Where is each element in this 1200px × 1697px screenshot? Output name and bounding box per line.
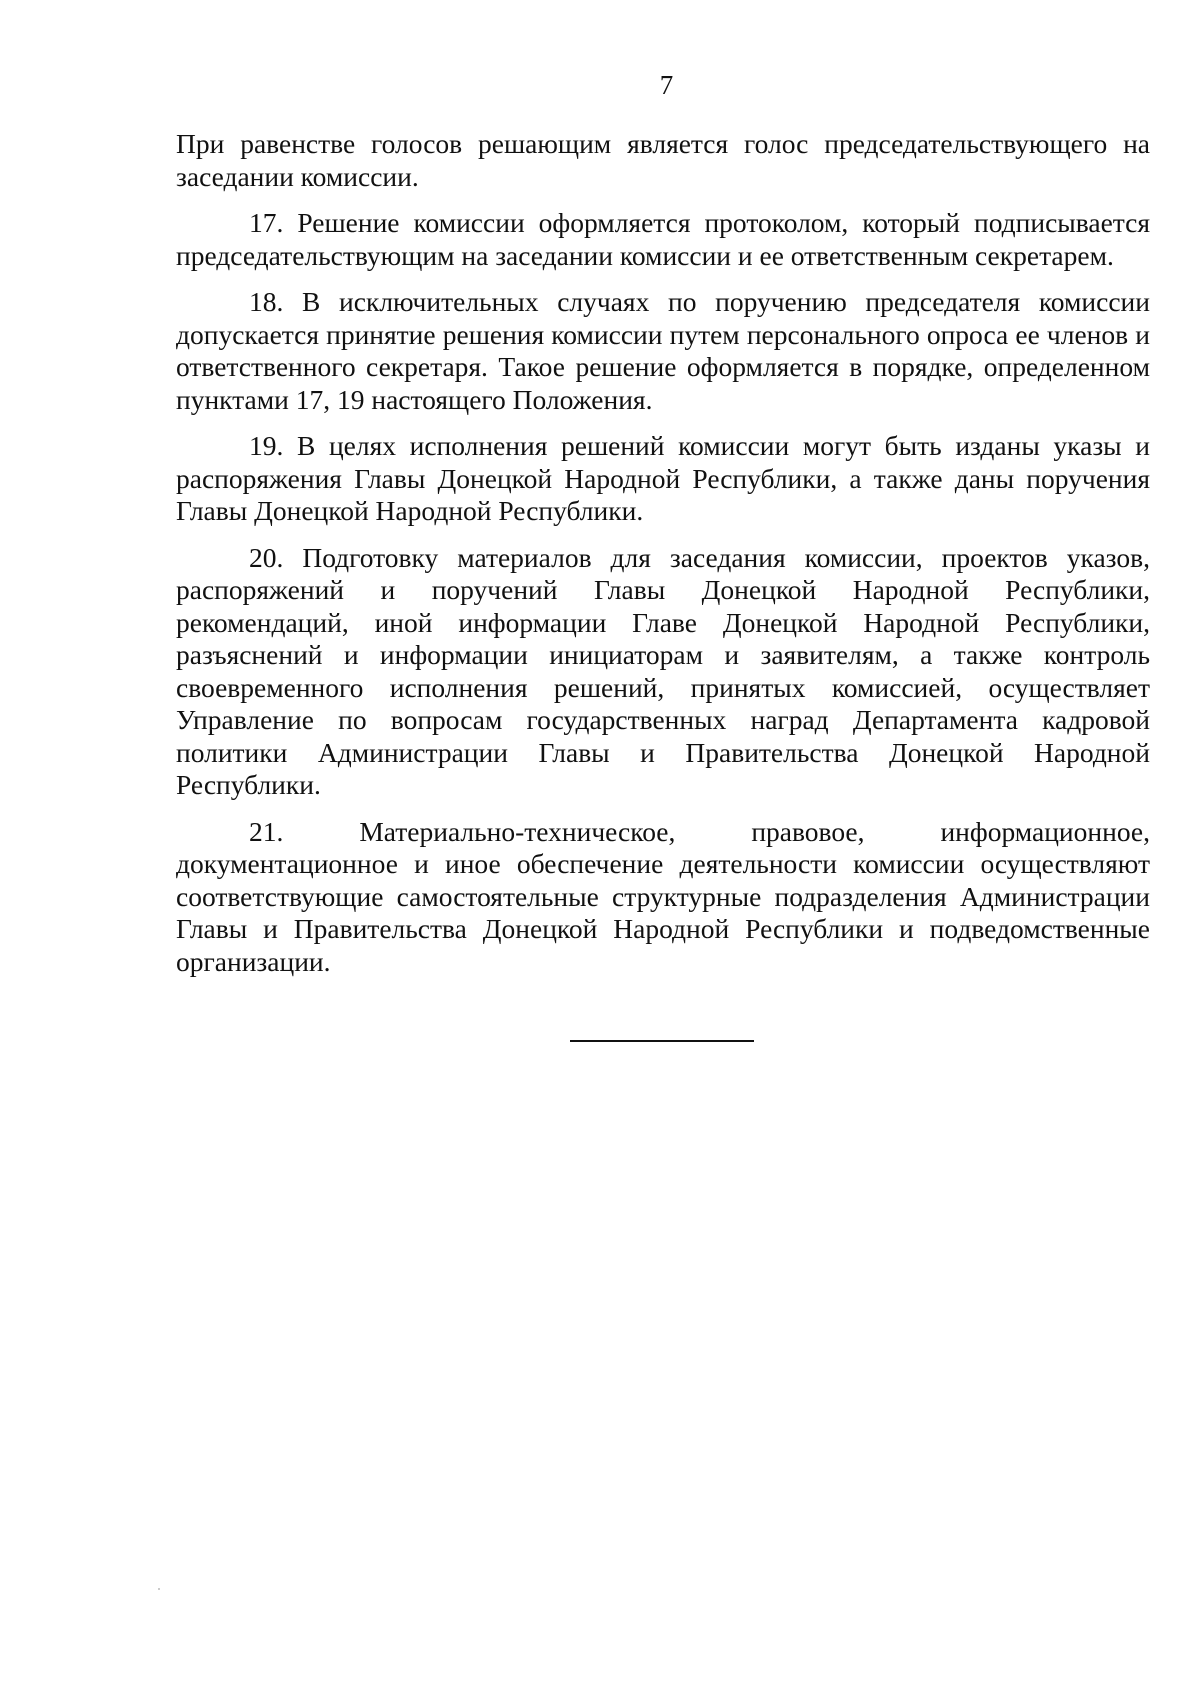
paragraph-voting-tie: При равенстве голосов решающим является голос председательствующего на заседании комиссии.: [176, 128, 1150, 192]
paragraph-17: 17. Решение комиссии оформляется протоколом, который подписывается председательствующим на заседании комиссии и ее ответственным секретарем.: [176, 207, 1150, 271]
paragraph-18: 18. В исключительных случаях по поручению председателя комиссии допускается принятие решения комиссии путем персонального опроса ее членов и ответственного секретаря. Такое решение оформляется в порядке, определенном пунктами 17, 19 настоящего Положения.: [176, 286, 1150, 415]
scan-artifact-dot: [158, 1588, 160, 1590]
paragraph-21: 21. Материально-техническое, правовое, информационное, документационное и иное обеспечение деятельности комиссии осуществляют соответствующие самостоятельные структурные подразделения Администрации Главы и Правительства Донецкой Народной Республики и подведомственные организации.: [176, 815, 1150, 977]
document-body: [176, 128, 1150, 992]
paragraph-20: 20. Подготовку материалов для заседания комиссии, проектов указов, распоряжений и поручений Главы Донецкой Народной Республики, рекомендаций, иной информации Главе Донецкой Народной Республики, разъяснений и информации инициаторам и заявителям, а также контроль своевременного исполнения решений, принятых комиссией, осуществляет Управление по вопросам государственных наград Департамента кадровой политики Администрации Главы и Правительства Донецкой Народной Республики.: [176, 541, 1150, 800]
paragraph-19: 19. В целях исполнения решений комиссии могут быть изданы указы и распоряжения Главы Донецкой Народной Республики, а также даны поручения Главы Донецкой Народной Республики.: [176, 430, 1150, 526]
end-of-document-rule: [570, 1040, 754, 1042]
page-number: 7: [659, 70, 674, 100]
